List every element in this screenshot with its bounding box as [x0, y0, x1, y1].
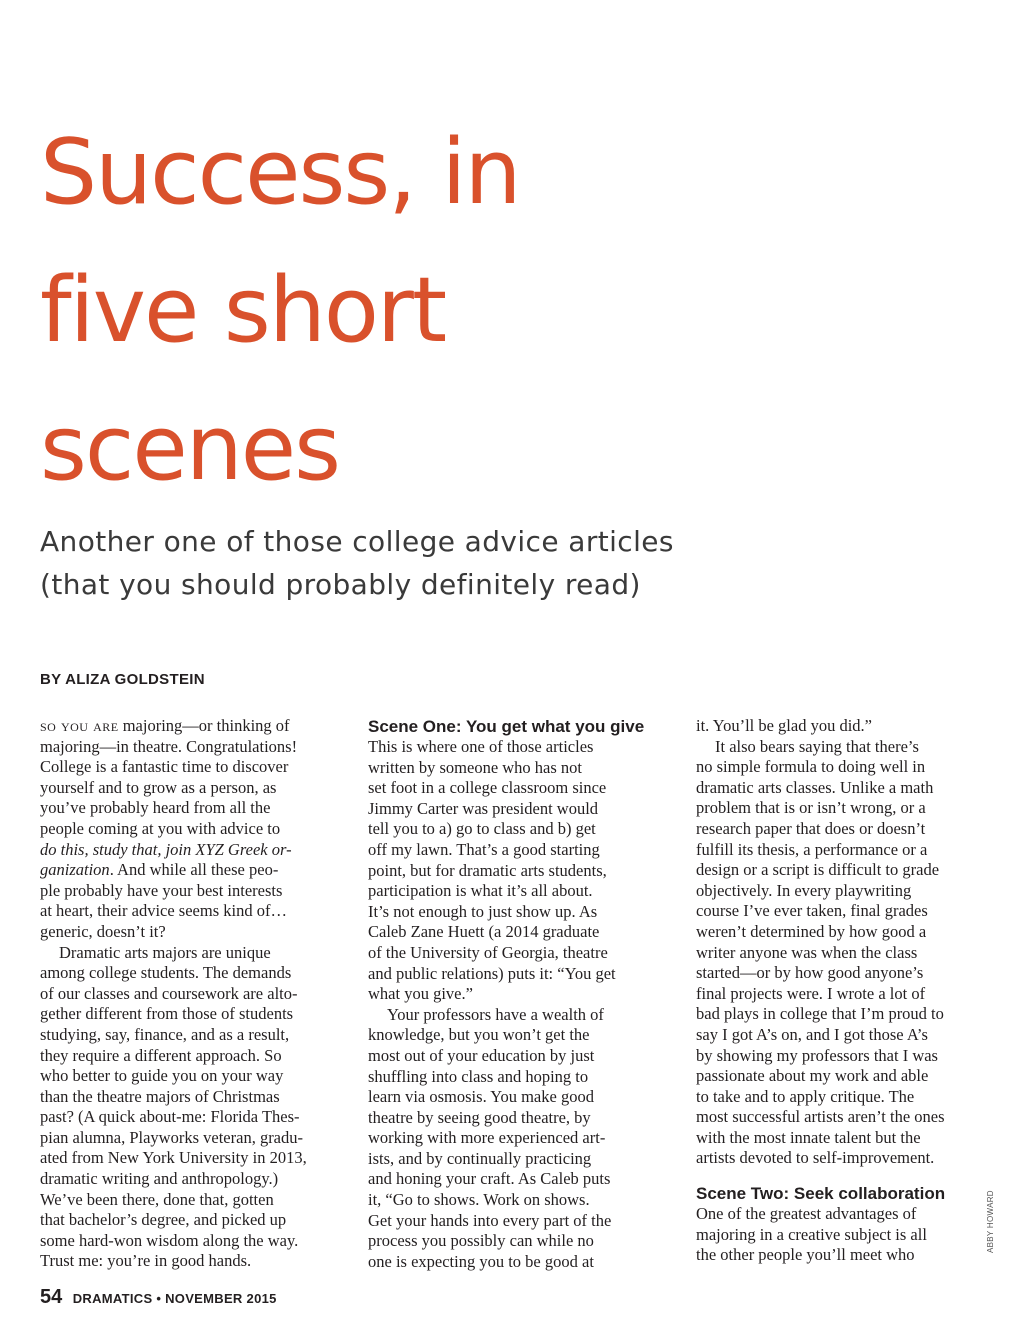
- text-line: majoring in a creative subject is all: [696, 1224, 927, 1244]
- text-line: one is expecting you to be good at: [368, 1251, 594, 1271]
- text-line: studying, say, finance, and as a result,: [40, 1024, 290, 1044]
- text-line: started—or by how good anyone’s: [696, 963, 924, 983]
- text-line: design or a script is difficult to grade: [696, 860, 940, 880]
- byline: BY ALIZA GOLDSTEIN: [40, 671, 205, 688]
- text-line: gether different from those of students: [40, 1004, 294, 1024]
- text-line: yourself and to grow as a person, as: [40, 777, 277, 797]
- text-line: at heart, their advice seems kind of…: [40, 901, 287, 921]
- text-line: by showing my professors that I was: [696, 1045, 938, 1065]
- text-line: tell you to a) go to class and b) get: [368, 819, 596, 839]
- text-line: the other people you’ll meet who: [696, 1245, 915, 1265]
- article-subtitle: [40, 520, 674, 606]
- page-number: 54: [40, 1286, 63, 1308]
- text-line: point, but for dramatic arts students,: [368, 860, 607, 880]
- text-line: than the theatre majors of Christmas: [40, 1086, 280, 1106]
- text-line: weren’t determined by how good a: [696, 921, 927, 941]
- text-line: It also bears saying that there’s: [715, 736, 919, 756]
- text-line: with the most innate talent but the: [696, 1127, 921, 1147]
- text-line: problem that is or isn’t wrong, or a: [696, 798, 926, 818]
- text-line: This is where one of those articles: [368, 737, 594, 756]
- text-line: majoring—in theatre. Congratulations!: [40, 736, 298, 756]
- text-line: no simple formula to doing well in: [696, 757, 926, 777]
- text-line: most out of your education by just: [368, 1045, 595, 1065]
- text-line: dramatic arts classes. Unlike a math: [696, 777, 934, 797]
- text-line: pian alumna, Playworks veteran, gradu-: [40, 1127, 304, 1147]
- text-line: to take and to apply critique. The: [696, 1086, 915, 1106]
- text-line: off my lawn. That’s a good starting: [368, 839, 600, 859]
- text-line: most successful artists aren’t the ones: [696, 1107, 945, 1127]
- text-line: Jimmy Carter was president would: [368, 798, 599, 818]
- text-line: participation is what it’s all about.: [368, 881, 593, 901]
- text-line: Your professors have a wealth of: [387, 1004, 604, 1024]
- text-line: written by someone who has not: [368, 757, 583, 777]
- text-line: Caleb Zane Huett (a 2014 graduate: [368, 922, 600, 942]
- text-line: what you give.”: [368, 984, 473, 1004]
- text-line: and public relations) puts it: “You get: [368, 963, 616, 983]
- text-line: writer anyone was when the class: [696, 942, 918, 962]
- text-line: ple probably have your best interests: [40, 880, 283, 900]
- text-line: it. You’ll be glad you did.”: [696, 716, 872, 735]
- text-line: you’ve probably heard from all the: [40, 798, 271, 818]
- text-line: set foot in a college classroom since: [368, 778, 607, 798]
- section-heading: Scene One: You get what you give: [368, 717, 645, 736]
- text-line: do this, study that, join XYZ Greek or-: [40, 839, 292, 859]
- subtitle-line: (that you should probably definitely read): [40, 568, 641, 601]
- text-line: Dramatic arts majors are unique: [59, 942, 271, 962]
- text-line: One of the greatest advantages of: [696, 1204, 917, 1224]
- text-column-3: [696, 716, 945, 1266]
- subtitle-line: Another one of those college advice articles: [40, 525, 674, 558]
- section-heading: Scene Two: Seek collaboration: [696, 1184, 946, 1204]
- title-line: scenes: [40, 396, 340, 501]
- text-line: artists devoted to self-improvement.: [696, 1148, 935, 1168]
- page-footer: [40, 1286, 277, 1309]
- text-line: people coming at you with advice to: [40, 818, 281, 838]
- text-line: passionate about my work and able: [696, 1066, 929, 1086]
- text-line: they require a different approach. So: [40, 1045, 282, 1065]
- text-line: past? (A quick about-me: Florida Thes-: [40, 1107, 300, 1127]
- text-line: final projects were. I wrote a lot of: [696, 983, 926, 1003]
- italic-text: ganization: [40, 860, 110, 880]
- text-line: among college students. The demands: [40, 963, 292, 983]
- text-line: some hard-won wisdom along the way.: [40, 1230, 299, 1250]
- text-line: that bachelor’s degree, and picked up: [40, 1210, 287, 1230]
- text-line: Get your hands into every part of the: [368, 1210, 612, 1230]
- text-line: it, “Go to shows. Work on shows.: [368, 1190, 590, 1210]
- text-line: It’s not enough to just show up. As: [368, 901, 598, 921]
- text-line: ated from New York University in 2013,: [40, 1148, 307, 1168]
- text-line: College is a fantastic time to discover: [40, 757, 289, 777]
- text-line: ists, and by continually practicing: [368, 1148, 592, 1168]
- text-line: of our classes and coursework are alto-: [40, 983, 298, 1003]
- text-column-2: [368, 716, 644, 1272]
- text-line: so you are majoring—or thinking of: [40, 716, 290, 735]
- text-line: generic, doesn’t it?: [40, 921, 166, 941]
- lead-in: so you are: [40, 716, 119, 735]
- text-line: of the University of Georgia, theatre: [368, 942, 608, 962]
- text-line: We’ve been there, done that, gotten: [40, 1189, 274, 1209]
- text-line: course I’ve ever taken, final grades: [696, 901, 928, 921]
- text-line: and honing your craft. As Caleb puts: [368, 1169, 611, 1189]
- text-line: Trust me: you’re in good hands.: [40, 1251, 252, 1271]
- text-line: ganization. And while all these peo-: [40, 860, 279, 880]
- text-line: objectively. In every playwriting: [696, 880, 912, 900]
- text-line: learn via osmosis. You make good: [368, 1087, 594, 1107]
- title-line: five short: [40, 258, 446, 363]
- magazine-issue: DRAMATICS • NOVEMBER 2015: [72, 1291, 277, 1306]
- article-title: [40, 104, 520, 518]
- text-line: dramatic writing and anthropology.): [40, 1169, 279, 1189]
- text-line: shuffling into class and hoping to: [368, 1066, 589, 1086]
- text-line: working with more experienced art-: [368, 1128, 606, 1148]
- text-line: say I got A’s on, and I got those A’s: [696, 1024, 928, 1044]
- text-line: fulfill its thesis, a performance or a: [696, 839, 928, 859]
- text-line: research paper that does or doesn’t: [696, 818, 926, 838]
- text-line: theatre by seeing good theatre, by: [368, 1107, 591, 1127]
- text-line: process you possibly can while no: [368, 1231, 594, 1251]
- paragraph-gap: [696, 1169, 945, 1183]
- text-column-1: [40, 716, 307, 1272]
- text-line: who better to guide you on your way: [40, 1066, 284, 1086]
- photo-credit: ABBY HOWARD: [986, 1190, 995, 1253]
- title-line: Success, in: [40, 120, 520, 225]
- text-line: knowledge, but you won’t get the: [368, 1025, 590, 1045]
- text-line: bad plays in college that I’m proud to: [696, 1004, 944, 1024]
